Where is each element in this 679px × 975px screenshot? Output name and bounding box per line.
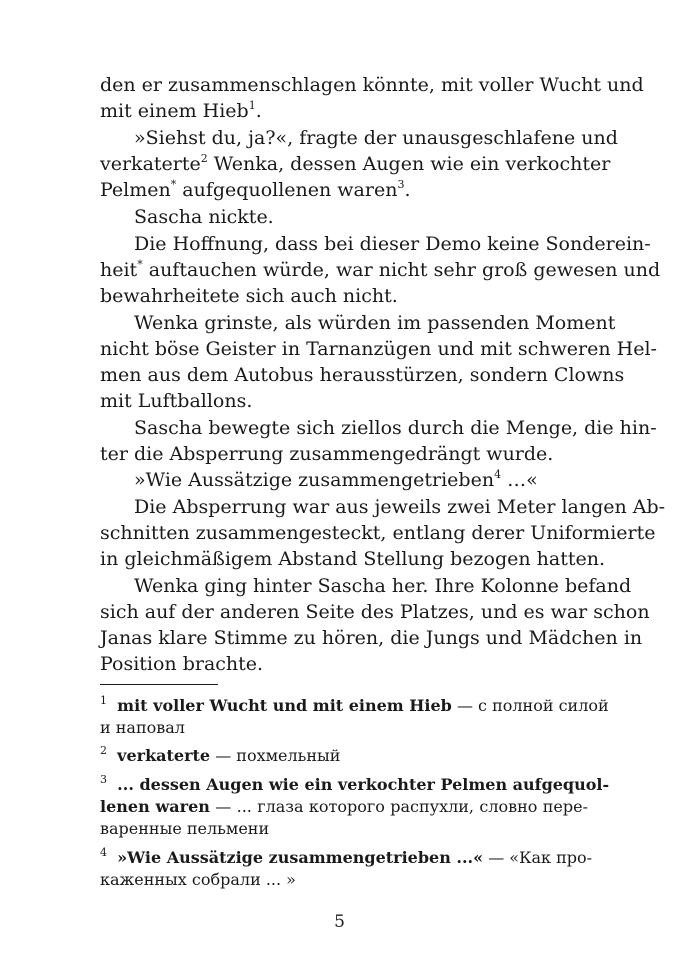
text-line: Sascha bewegte sich ziellos durch die Menge, die hin- <box>134 417 657 439</box>
text-line: Janas klare Stimme zu hören, die Jungs und Mädchen in <box>100 627 643 649</box>
footnote-1-cont: и наповал <box>100 718 185 737</box>
text-line: ter die Absperrung zusammengedrängt wurde. <box>100 443 554 465</box>
text-line: nicht böse Geister in Tarnanzügen und mit schweren Hel- <box>100 338 657 360</box>
text-line: Pelmen* aufgequollenen waren$^3$. <box>100 177 411 201</box>
glossary-mark: * <box>170 177 177 191</box>
text-line: Wenka ging hinter Sascha her. Ihre Kolonne befand <box>134 575 632 597</box>
text-line: den er zusammenschlagen könnte, mit voller Wucht und <box>100 74 644 96</box>
text-line: mit Luftballons. <box>100 390 253 412</box>
glossary-mark: * <box>137 257 143 271</box>
footnote-3-cont: варенные пельмени <box>100 819 270 838</box>
text-line: »Wie Aussätzige zusammengetrieben$^4$ …« <box>134 467 538 491</box>
text-line: men aus dem Autobus herausstürzen, sondern Clowns <box>100 364 625 386</box>
footnote-ref[interactable]: 2 <box>200 151 208 165</box>
page-number: 5 <box>334 912 345 932</box>
footnote-divider <box>100 684 218 685</box>
text-line: Sascha nickte. <box>134 206 274 228</box>
footnote-ref[interactable]: 3 <box>397 177 405 191</box>
footnote-3: $^3$ ... dessen Augen wie ein verkochter Pelmen aufgequol- <box>100 772 610 794</box>
text-line: Die Hoffnung, dass bei dieser Demo keine Sonderein- <box>134 233 651 255</box>
text-line: Position brachte. <box>100 653 264 675</box>
footnote-ref[interactable]: 4 <box>494 467 502 481</box>
text-line: schnitten zusammengesteckt, entlang derer Uniformierte <box>100 522 656 544</box>
footnote-4: $^4$ »Wie Aussätzige zusammengetrieben ...« — «Как про- <box>100 845 593 867</box>
text-line: sich auf der anderen Seite des Platzes, und es war schon <box>100 601 650 623</box>
text-line: mit einem Hieb$^1$. <box>100 98 262 122</box>
footnote-3-cont: lenen waren — ... глаза которого распухли, словно пере- <box>100 797 589 816</box>
text-line: »Siehst du, ja?«, fragte der unausgeschlafene und <box>134 127 618 149</box>
text-line: bewahrheitete sich auch nicht. <box>100 285 398 307</box>
footnote-2: $^2$ verkaterte — похмельный <box>100 743 341 765</box>
text-line: verkaterte$^2$ Wenka, dessen Augen wie ein verkochter <box>100 151 611 175</box>
text-line: heit* auftauchen würde, war nicht sehr groß gewesen und <box>100 257 661 281</box>
footnote-1: $^1$ mit voller Wucht und mit einem Hieb — с полной силой <box>100 693 609 715</box>
text-line: in gleichmäßigem Abstand Stellung bezogen hatten. <box>100 548 606 570</box>
footnote-ref[interactable]: 1 <box>248 98 256 112</box>
text-line: Wenka grinste, als würden im passenden Moment <box>134 312 616 334</box>
text-line: Die Absperrung war aus jeweils zwei Meter langen Ab- <box>134 496 666 518</box>
footnote-4-cont: каженных собрали ... » <box>100 870 296 889</box>
